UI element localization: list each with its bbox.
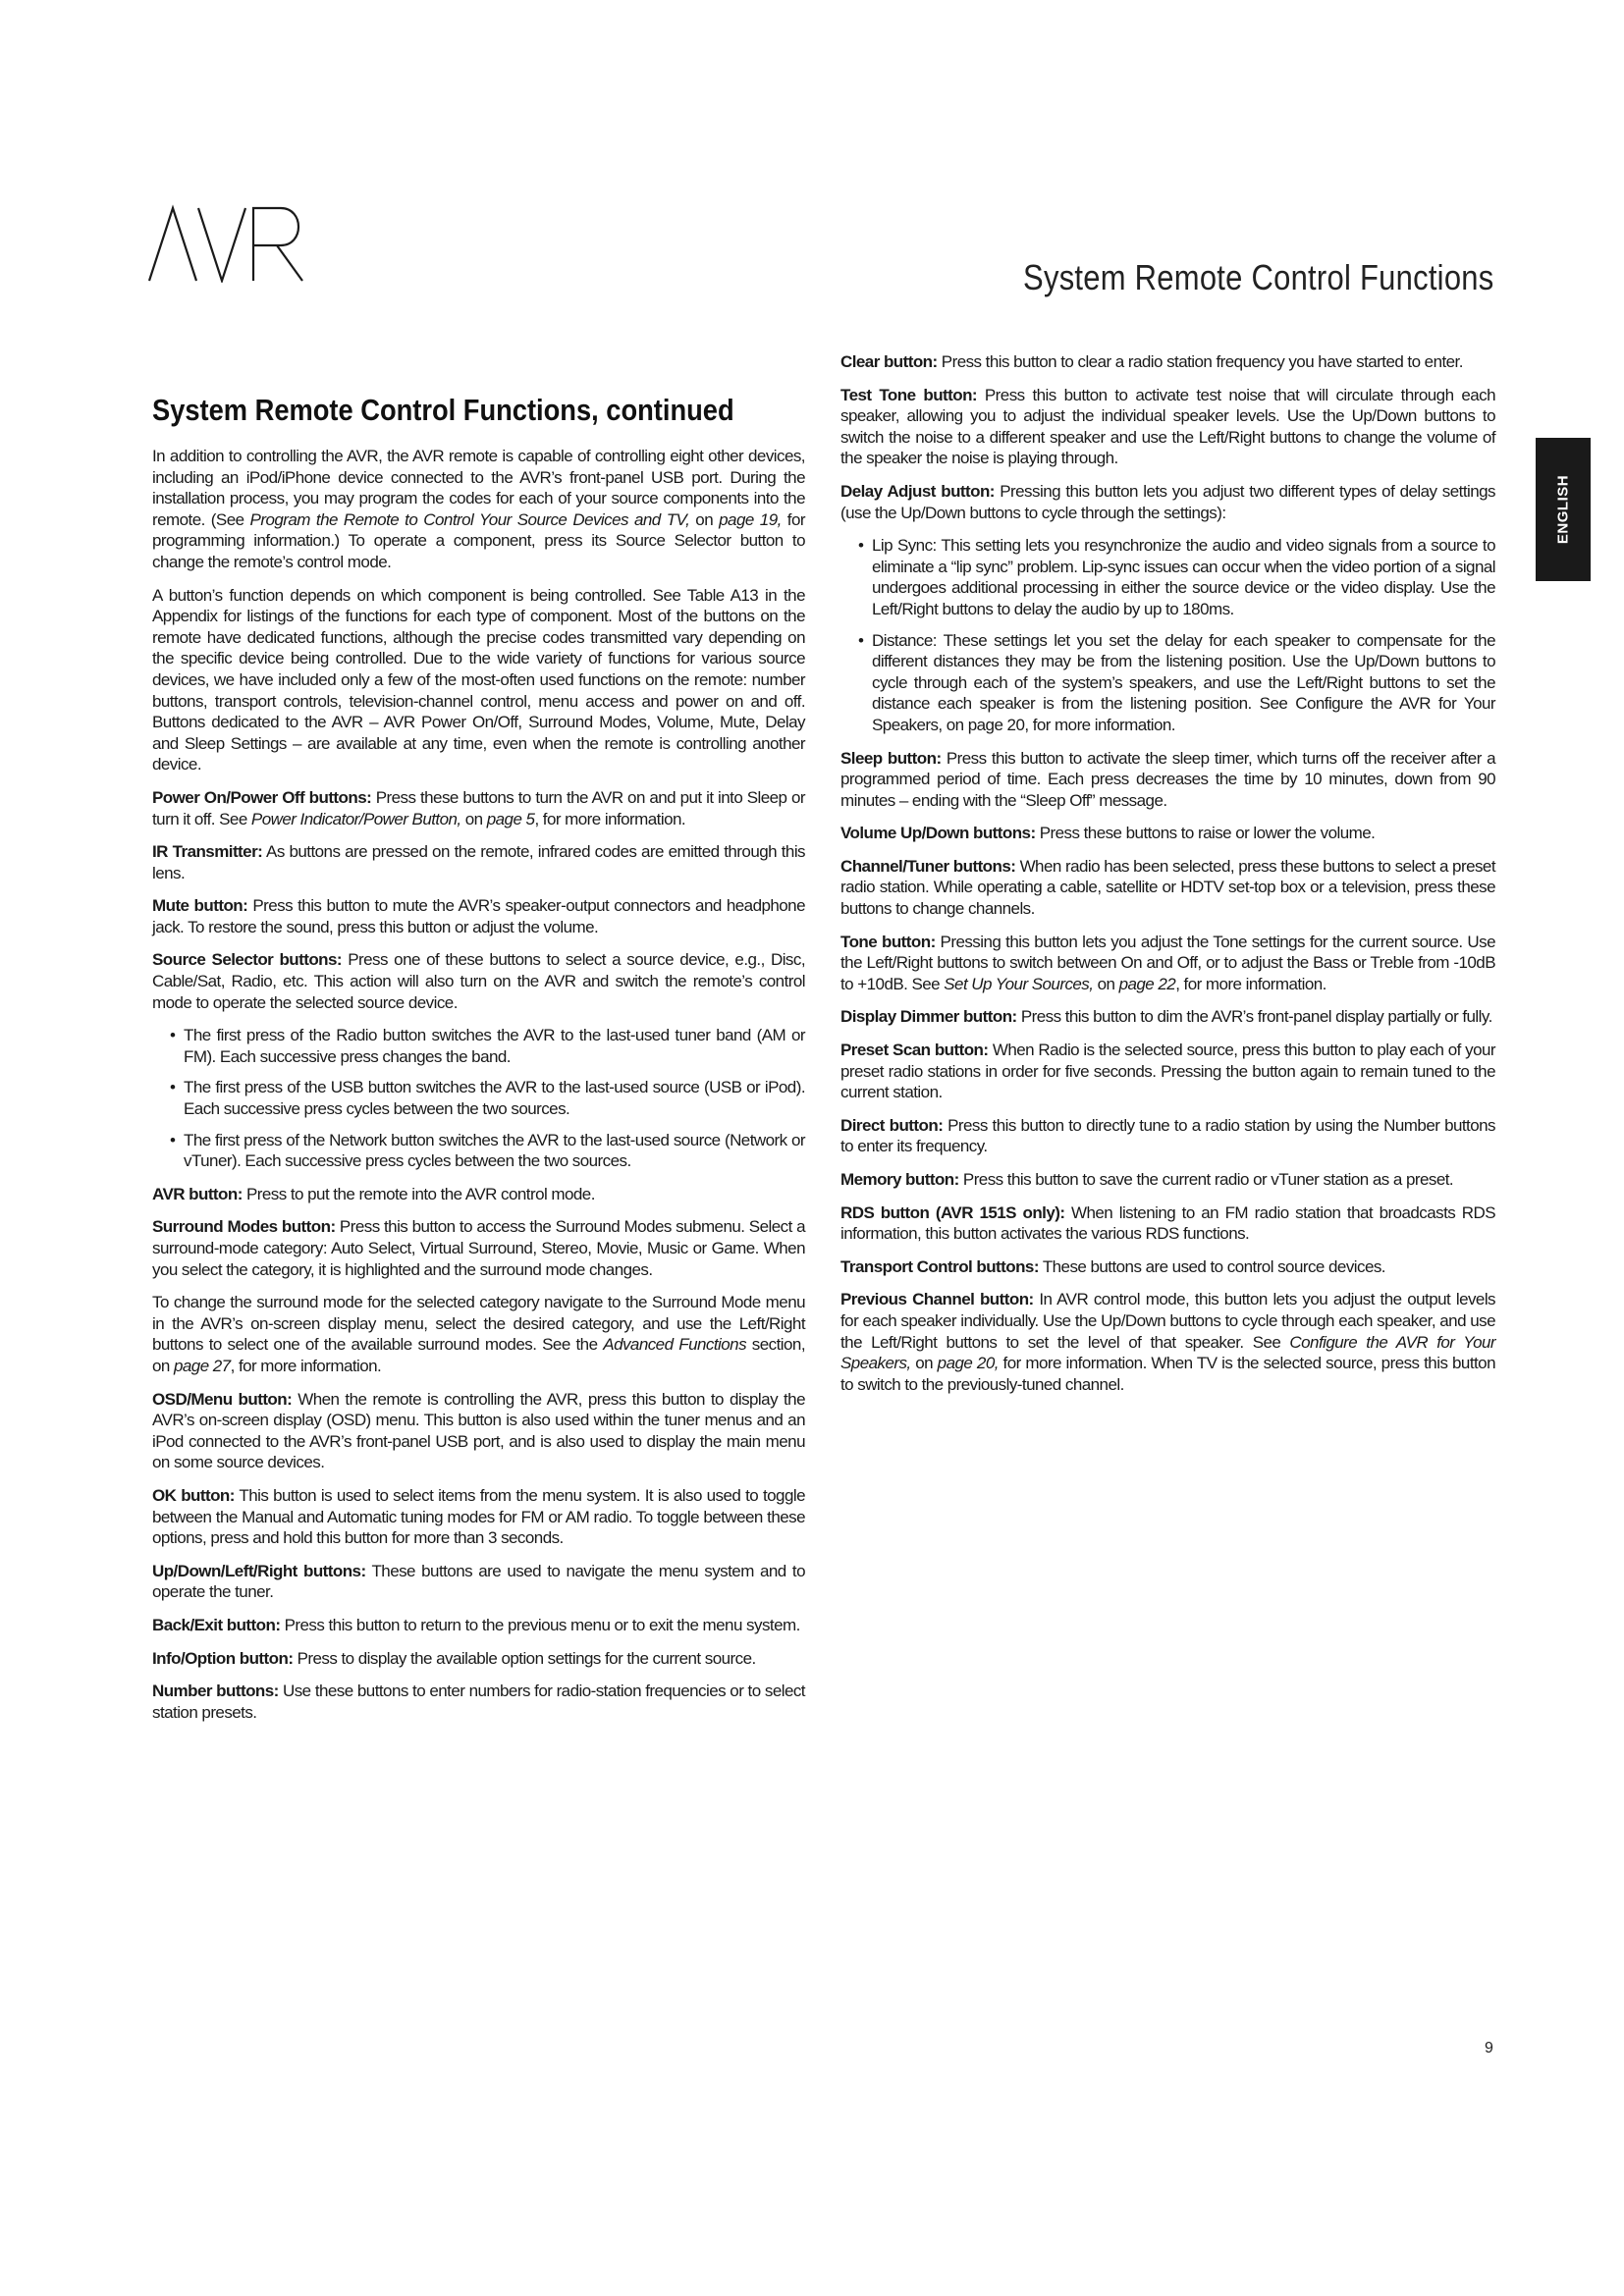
paragraph <box>840 856 1495 920</box>
paragraph-text: on <box>460 809 487 828</box>
paragraph <box>152 949 805 1013</box>
paragraph <box>840 932 1495 995</box>
bullet-item: • Distance: These settings let you set the delay for each speaker to compensate for the different distances they may be from the listening position. Use the Up/Down buttons to cycle through each of the system’s speakers, and use the Left/Right buttons to set the distance each speaker is from the listening position. See Configure the AVR for Your Speakers, on page 20, for more information. <box>860 630 1495 736</box>
cross-reference: page 19, <box>719 509 782 529</box>
paragraph-text: Press this button to save the current radio or vTuner station as a preset. <box>958 1170 1454 1189</box>
paragraph <box>840 481 1495 523</box>
paragraph-text: Press to put the remote into the AVR control mode. <box>242 1184 595 1203</box>
paragraph-text: Pressing this button lets you adjust two different types of delay settings (use the Up/Down buttons to cycle through the settings): <box>840 481 1495 522</box>
section-title: System Remote Control Functions <box>1023 257 1494 297</box>
paragraph <box>152 1184 805 1205</box>
paragraph-text: Press these buttons to turn the AVR on and put it into Sleep or turn it off. See <box>152 787 805 828</box>
language-tab <box>1536 438 1591 581</box>
button-term: Volume Up/Down buttons: <box>840 824 1036 843</box>
button-term: Up/Down/Left/Right buttons: <box>152 1561 366 1580</box>
bullet-item: • The first press of the Network button switches the AVR to the last-used source (Network or vTuner). Each successive press cycles between the two sources. <box>172 1130 805 1172</box>
button-term: Preset Scan button: <box>840 1041 989 1060</box>
paragraph-text: Press this button to return to the previous menu or to exit the menu system. <box>280 1615 800 1634</box>
button-term: Channel/Tuner buttons: <box>840 856 1016 876</box>
paragraph <box>152 1615 805 1636</box>
paragraph <box>840 748 1495 812</box>
cross-reference: page 27 <box>173 1356 231 1375</box>
paragraph-text: These buttons are used to control source devices. <box>1038 1256 1385 1276</box>
button-term: Memory button: <box>840 1170 959 1189</box>
paragraph-text: , for more information. <box>1175 974 1326 993</box>
button-term: OSD/Menu button: <box>152 1389 293 1409</box>
bullet-item: • The first press of the USB button switches the AVR to the last-used source (USB or iPod). Each successive press cycles between the two sources. <box>172 1077 805 1119</box>
paragraph <box>840 1289 1495 1395</box>
right-column-body <box>840 351 1495 1395</box>
paragraph <box>152 1561 805 1603</box>
paragraph <box>840 1256 1495 1278</box>
cross-reference: Configure the AVR for Your Speakers, <box>840 1332 1495 1373</box>
paragraph-text: , for more information. <box>230 1356 382 1375</box>
cross-reference: Program the Remote to Control Your Source Devices and TV, <box>249 509 690 529</box>
paragraph-text: Pressing this button lets you adjust the Tone settings for the current source. Use the Left/Right buttons to switch between On and Off, or to adjust the Bass or Treble from -10dB to +10dB. See <box>840 932 1495 993</box>
paragraph-text: When the remote is controlling the AVR, press this button to display the AVR’s on-screen display (OSD) menu. This button is also used within the tuner menus and an iPod connected to the AVR’s front-panel USB port, and is also used to display the main menu on some source devices. <box>152 1389 805 1472</box>
right-column <box>840 351 1495 1407</box>
paragraph-text: Press these buttons to raise or lower the volume. <box>1035 824 1376 843</box>
button-term: Info/Option button: <box>152 1648 294 1668</box>
paragraph <box>152 1485 805 1549</box>
paragraph-text: , for more information. <box>534 809 686 828</box>
cross-reference: Set Up Your Sources, <box>944 974 1094 993</box>
cross-reference: page 20, <box>937 1354 999 1373</box>
page-heading: System Remote Control Functions, continued <box>152 393 734 427</box>
paragraph-text: Press this button to access the Surround Modes submenu. Select a surround-mode category: Auto Select, Virtual Surround, Stereo, Movie, Music or Game. When you select the category, it is highlighted and the surround mode changes. <box>152 1217 806 1279</box>
paragraph <box>840 1169 1495 1191</box>
paragraph-text: Press this button to activate the sleep timer, which turns off the receiver after a programmed period of time. Each press decreases the time by 10 minutes, down from 90 minutes – ending with the “Sleep Off” message. <box>840 748 1495 810</box>
cross-reference: Power Indicator/Power Button, <box>250 809 461 828</box>
cross-reference: page 5 <box>486 809 535 828</box>
paragraph-text: To change the surround mode for the selected category navigate to the Surround Mode menu in the AVR’s on-screen display menu, select the desired category, and use the Left/Right buttons to select one of the available surround modes. See the <box>152 1293 805 1355</box>
paragraph-text: When radio has been selected, press these buttons to select a preset radio station. While operating a cable, satellite or HDTV set-top box or a television, press these buttons to change channels. <box>840 856 1495 919</box>
bullet-list <box>840 535 1495 735</box>
button-term: Power On/Power Off buttons: <box>152 787 372 807</box>
paragraph-text: Press this button to dim the AVR’s front-panel display partially or fully. <box>1016 1007 1492 1027</box>
paragraph <box>840 1040 1495 1103</box>
paragraph-text: Press this button to activate test noise that will circulate through each speaker, allowing you to adjust the individual speaker levels. Use the Up/Down buttons to switch the noise to a different speaker and use the Left/Right buttons to change the volume of the speaker the noise is playing through. <box>840 385 1495 468</box>
paragraph-text: Press this button to mute the AVR’s speaker-output connectors and headphone jack. To restore the sound, press this button or adjust the volume. <box>152 896 805 936</box>
paragraph <box>152 446 805 573</box>
paragraph <box>152 1216 805 1280</box>
paragraph-text: on <box>689 509 720 529</box>
cross-reference: page 22 <box>1118 974 1176 993</box>
paragraph-text: section, on <box>152 1335 805 1375</box>
paragraph-text: A button’s function depends on which component is being controlled. See Table A13 in the Appendix for listings of the functions for each type of component. Most of the buttons on the remote have dedicated functions, although the precise codes transmitted vary depending on the specific device being controlled. Due to the wide variety of functions for various source devices, we have included only a few of the most-often used functions on the remote: number buttons, transport controls, television-channel control, menu access and power on and off. Buttons dedicated to the AVR – AVR Power On/Off, Surround Modes, Volume, Mute, Delay and Sleep Settings – are available at any time, even when the remote is controlling another device. <box>152 585 805 774</box>
paragraph <box>152 585 805 775</box>
paragraph-text: Press one of these buttons to select a source device, e.g., Disc, Cable/Sat, Radio, etc. This action will also turn on the AVR and switch the remote’s control mode to operate the selected source device. <box>152 950 805 1012</box>
paragraph-text: Use these buttons to enter numbers for radio-station frequencies or to select station presets. <box>152 1682 805 1722</box>
button-term: Test Tone button: <box>840 385 978 404</box>
paragraph <box>152 895 805 937</box>
bullet-item: • The first press of the Radio button switches the AVR to the last-used tuner band (AM or FM). Each successive press changes the band. <box>172 1025 805 1067</box>
button-term: Tone button: <box>840 932 936 951</box>
button-term: Display Dimmer button: <box>840 1007 1017 1027</box>
button-term: Sleep button: <box>840 748 942 768</box>
paragraph <box>840 823 1495 844</box>
paragraph-text: As buttons are pressed on the remote, infrared codes are emitted through this lens. <box>152 842 805 882</box>
paragraph <box>152 787 805 829</box>
page-number: 9 <box>1485 2040 1493 2056</box>
paragraph <box>840 351 1495 373</box>
bullet-list <box>152 1025 805 1172</box>
button-term: IR Transmitter: <box>152 842 263 862</box>
paragraph <box>152 1681 805 1723</box>
button-term: Source Selector buttons: <box>152 950 343 970</box>
paragraph <box>152 1648 805 1670</box>
paragraph-text: Press this button to clear a radio station frequency you have started to enter. <box>937 352 1463 371</box>
button-term: Clear button: <box>840 352 938 371</box>
button-term: Number buttons: <box>152 1682 279 1701</box>
paragraph-text: on <box>910 1354 938 1373</box>
button-term: Surround Modes button: <box>152 1217 336 1237</box>
paragraph-text: on <box>1093 974 1119 993</box>
language-tab-label: ENGLISH <box>1554 474 1572 545</box>
paragraph <box>840 1115 1495 1157</box>
left-column-body <box>152 446 805 1723</box>
paragraph-text: When listening to an FM radio station that broadcasts RDS information, this button activates the various RDS functions. <box>840 1202 1496 1244</box>
button-term: AVR button: <box>152 1184 243 1203</box>
paragraph-text: for more information. When TV is the selected source, press this button to switch to the previously-tuned channel. <box>840 1354 1495 1394</box>
cross-reference: Advanced Functions <box>603 1335 747 1355</box>
paragraph-text: for programming information.) To operate a component, press its Source Selector button to change the remote’s control mode. <box>152 509 805 571</box>
paragraph-text: In AVR control mode, this button lets you adjust the output levels for each speaker individually. Use the Up/Down buttons to cycle through each speaker, and use the Left/Right buttons to set the level of that speaker. See <box>840 1290 1496 1352</box>
paragraph <box>152 1292 805 1376</box>
button-term: Previous Channel button: <box>840 1290 1034 1309</box>
paragraph <box>152 1389 805 1473</box>
paragraph <box>840 1006 1495 1028</box>
paragraph <box>840 1202 1495 1245</box>
paragraph-text: When Radio is the selected source, press this button to play each of your preset radio stations in order for five seconds. Pressing the button again to remain tuned to the current station. <box>840 1041 1495 1102</box>
paragraph-text: This button is used to select items from the menu system. It is also used to toggle between the Manual and Automatic tuning modes for FM or AM radio. To toggle between these options, press and hold this button for more than 3 seconds. <box>152 1485 805 1548</box>
paragraph-text: These buttons are used to navigate the menu system and to operate the tuner. <box>152 1561 805 1602</box>
button-term: OK button: <box>152 1485 235 1505</box>
button-term: Mute button: <box>152 896 248 916</box>
bullet-item: • Lip Sync: This setting lets you resynchronize the audio and video signals from a source to eliminate a “lip sync” problem. Lip-sync issues can occur when the video portion of a signal undergoes additional processing in either the source device or the video display. Use the Left/Right buttons to delay the audio by up to 180ms. <box>860 535 1495 619</box>
paragraph-text: Press to display the available option settings for the current source. <box>293 1648 756 1668</box>
paragraph-text: Press this button to directly tune to a radio station by using the Number buttons to enter its frequency. <box>840 1115 1495 1156</box>
button-term: Transport Control buttons: <box>840 1256 1039 1276</box>
avr-logo <box>147 204 304 283</box>
paragraph <box>840 385 1495 469</box>
paragraph-text: In addition to controlling the AVR, the AVR remote is capable of controlling eight other devices, including an iPod/iPhone device connected to the AVR’s front-panel USB port. During the installation process, you may program the codes for each of your source components into the remote. (See <box>152 447 805 529</box>
paragraph <box>152 841 805 883</box>
button-term: Direct button: <box>840 1115 944 1135</box>
button-term: Back/Exit button: <box>152 1615 281 1634</box>
button-term: RDS button (AVR 151S only): <box>840 1202 1065 1222</box>
button-term: Delay Adjust button: <box>840 481 995 501</box>
left-column <box>152 393 805 1735</box>
